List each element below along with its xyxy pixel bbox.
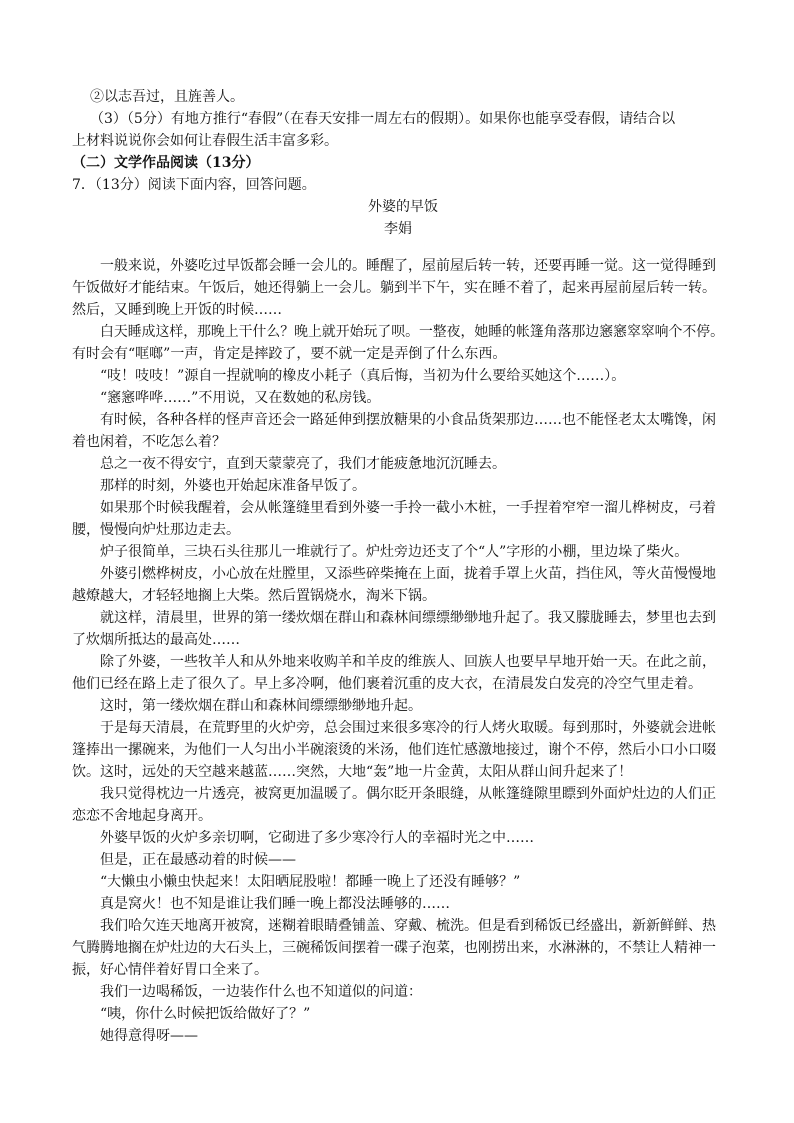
text-line-content: 着也闲着，不吃怎么着？ xyxy=(72,434,226,450)
text-line xyxy=(100,453,724,475)
text-line xyxy=(72,519,724,541)
text-line-content: “咦，你什么时候把饭给做好了？” xyxy=(100,1006,311,1022)
text-line-content: “窸窸哗哗……”不用说，又在数她的私房钱。 xyxy=(100,390,381,406)
text-line xyxy=(72,805,724,827)
text-line xyxy=(100,475,724,497)
text-line xyxy=(100,1003,724,1025)
text-line-content: 炉子很简单，三块石头往那儿一堆就行了。炉灶旁边还支了个“人”字形的小棚，里边垛了柴火。 xyxy=(100,544,689,560)
text-line xyxy=(72,343,724,365)
text-line-content: 饮。这时，远处的天空越来越蓝……突然，大地“轰”地一片金黄，太阳从群山间升起来了！ xyxy=(72,764,633,780)
text-line xyxy=(100,695,724,717)
text-line xyxy=(72,585,724,607)
text-line-content: 李娟 xyxy=(384,221,412,237)
text-line-content: “大懒虫小懒虫快起来！太阳晒屁股啦！都睡一晚上了还没有睡够？” xyxy=(100,874,521,890)
text-line xyxy=(368,196,724,218)
text-line-content: 白天睡成这样，那晚上干什么？晚上就开始玩了呗。一整夜，她睡的帐篷角落那边窸窸窣窣响个不停。 xyxy=(100,324,724,340)
text-line-content: 但是，正在最感动着的时候—— xyxy=(100,852,296,868)
text-line-content: 腰，慢慢向炉灶那边走去。 xyxy=(72,522,240,538)
text-line xyxy=(384,218,724,240)
text-line xyxy=(100,717,724,739)
text-line xyxy=(100,981,724,1003)
text-line xyxy=(100,651,724,673)
text-line xyxy=(72,174,724,196)
text-line-content: 总之一夜不得安宁，直到天蒙蒙亮了，我们才能疲惫地沉沉睡去。 xyxy=(100,456,506,472)
text-line-content: 振，好心情伴着好胃口全来了。 xyxy=(72,962,268,978)
text-line-content: 外婆早饭的火炉多亲切啊，它砌进了多少寒冷行人的幸福时光之中…… xyxy=(100,830,534,846)
text-line-content: 于是每天清晨，在荒野里的火炉旁，总会围过来很多寒冷的行人烤火取暖。每到那时，外婆就会进帐 xyxy=(100,720,716,736)
text-line xyxy=(72,761,724,783)
text-line xyxy=(72,431,724,453)
text-line-content: 这时，第一缕炊烟在群山和森林间缥缥缈缈地升起。 xyxy=(100,698,422,714)
text-line xyxy=(100,387,724,409)
text-line-content: 7．（13分）阅读下面内容，回答问题。 xyxy=(72,177,316,193)
text-line xyxy=(72,152,724,174)
text-line xyxy=(100,409,724,431)
text-line-content: （二）文学作品阅读（13分） xyxy=(72,155,260,171)
text-line-content: 上材料说说你会如何让春假生活丰富多彩。 xyxy=(72,133,338,149)
text-line xyxy=(72,673,724,695)
text-line-content: ②以志吾过，且旌善人。 xyxy=(90,89,244,105)
text-line xyxy=(100,849,724,871)
text-line-content: （3）（5分）有地方推行“春假”（在春天安排一周左右的假期）。如果你也能享受春假，请结合以 xyxy=(90,111,676,127)
text-line-content: 除了外婆，一些牧羊人和从外地来收购羊和羊皮的维族人、回族人也要早早地开始一天。在此之前， xyxy=(100,654,716,670)
text-line-content: 有时候，各种各样的怪声音还会一路延伸到摆放糖果的小食品货架那边……也不能怪老太太嘴馋，闲 xyxy=(100,412,716,428)
text-line-content: 她得意得呀—— xyxy=(100,1028,198,1044)
text-line-content: 我只觉得枕边一片透亮，被窝更加温暖了。偶尔眨开条眼缝，从帐篷缝隙里瞟到外面炉灶边的人们正 xyxy=(100,786,716,802)
text-line-content: 外婆引燃桦树皮，小心放在灶膛里，又添些碎柴掩在上面，拢着手罩上火苗，挡住风，等火苗慢慢地 xyxy=(100,566,716,582)
text-line-content: 如果那个时候我醒着，会从帐篷缝里看到外婆一手拎一截小木桩，一手捏着窄窄一溜儿桦树皮，弓着 xyxy=(100,500,716,516)
text-line-content: 了炊烟所抵达的最高处…… xyxy=(72,632,240,648)
text-line-content: 恋恋不舍地起身离开。 xyxy=(72,808,212,824)
text-line xyxy=(100,893,724,915)
text-line-content: 气腾腾地搁在炉灶边的大石头上，三碗稀饭间摆着一碟子泡菜，也刚捞出来，水淋淋的，不禁让人精神一 xyxy=(72,940,716,956)
text-line-content: 一般来说，外婆吃过早饭都会睡一会儿的。睡醒了，屋前屋后转一转，还要再睡一觉。这一觉得睡到 xyxy=(100,258,716,274)
text-line-content: 越燎越大，才轻轻地搁上大柴。然后置锅烧水，淘米下锅。 xyxy=(72,588,436,604)
text-line-content: 他们已经在路上走了很久了。早上多冷啊，他们裹着沉重的皮大衣，在清晨发白发亮的冷空气里走着。 xyxy=(72,676,702,692)
text-line xyxy=(100,497,724,519)
text-line xyxy=(72,959,724,981)
text-line xyxy=(100,607,724,629)
text-line-content: 然后，又睡到晚上开饭的时候…… xyxy=(72,302,282,318)
text-line-content: 我们哈欠连天地离开被窝，迷糊着眼睛叠铺盖、穿戴、梳洗。但是看到稀饭已经盛出，新新鲜鲜、热 xyxy=(100,918,716,934)
text-line xyxy=(100,365,724,387)
text-line-content: 就这样，清晨里，世界的第一缕炊烟在群山和森林间缥缥缈缈地升起了。我又朦胧睡去，梦里也去到 xyxy=(100,610,716,626)
text-line xyxy=(100,255,724,277)
text-line xyxy=(100,827,724,849)
text-line xyxy=(100,563,724,585)
text-line xyxy=(72,130,724,152)
text-line-content: “吱！吱吱！”源自一捏就响的橡皮小耗子（真后悔，当初为什么要给买她这个……）。 xyxy=(100,368,626,384)
text-line-content: 我们一边喝稀饭，一边装作什么也不知道似的问道： xyxy=(100,984,422,1000)
text-line-content: 有时会有“哐啷”一声，肯定是摔跤了，要不就一定是弄倒了什么东西。 xyxy=(72,346,507,362)
text-line-content: 午饭做好才能结束。午饭后，她还得躺上一会儿。躺到半下午，实在睡不着了，起来再屋前屋后转一转。 xyxy=(72,280,716,296)
text-line xyxy=(72,299,724,321)
text-line xyxy=(72,629,724,651)
text-line-content: 篷捧出一摞碗来，为他们一人匀出小半碗滚烫的米汤，他们连忙感激地接过，谢个不停，然后小口小口啜 xyxy=(72,742,716,758)
text-line-content: 真是窝火！也不知是谁让我们睡一晚上都没法睡够的…… xyxy=(100,896,450,912)
text-line xyxy=(100,915,724,937)
text-line xyxy=(90,108,724,130)
text-line xyxy=(100,871,724,893)
text-line xyxy=(72,937,724,959)
text-line xyxy=(100,541,724,563)
text-line xyxy=(100,321,724,343)
text-line xyxy=(100,1025,724,1047)
text-line-content: 那样的时刻，外婆也开始起床准备早饭了。 xyxy=(100,478,366,494)
text-line xyxy=(72,739,724,761)
text-line xyxy=(72,277,724,299)
text-line xyxy=(90,86,724,108)
text-line xyxy=(100,783,724,805)
text-line-content: 外婆的早饭 xyxy=(368,199,438,215)
